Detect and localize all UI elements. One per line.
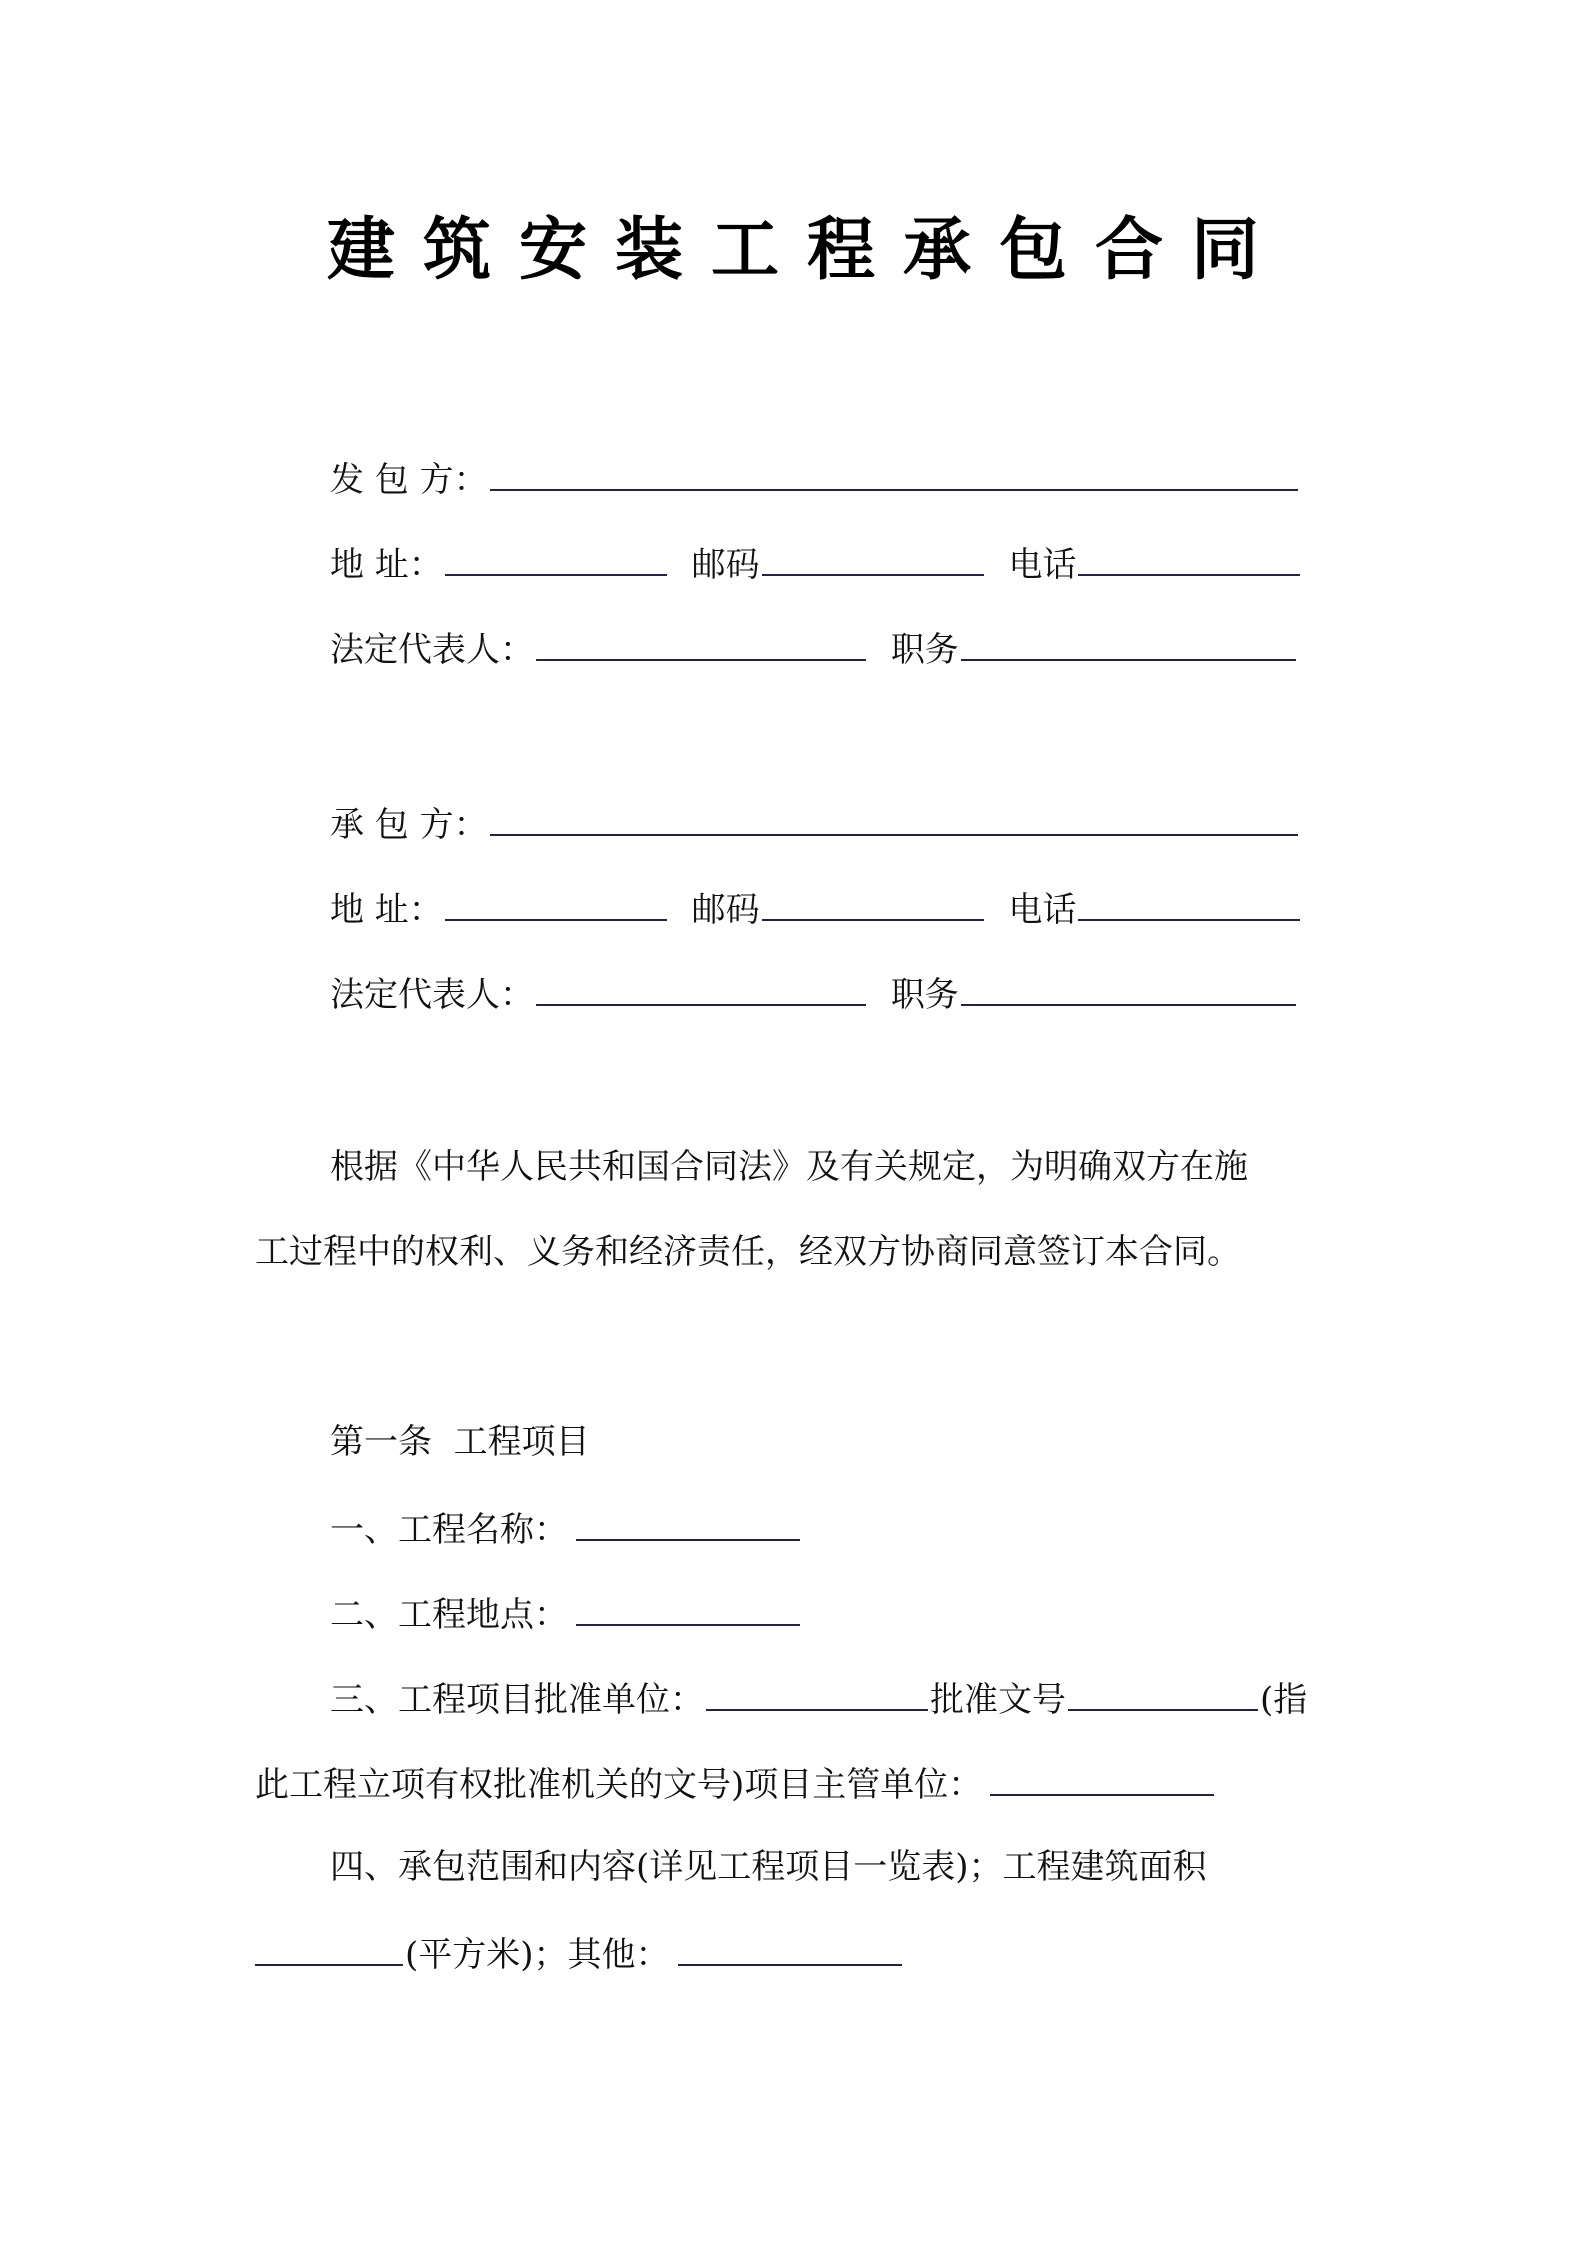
project-name-field[interactable] bbox=[576, 1505, 800, 1541]
contractor-legal-rep-field[interactable] bbox=[536, 970, 866, 1006]
other-field[interactable] bbox=[678, 1930, 902, 1966]
supervising-unit-label: 此工程立项有权批准机关的文号)项目主管单位： bbox=[255, 1765, 983, 1805]
approval-note-row bbox=[255, 1760, 1216, 1807]
employer-postcode-label: 邮码 bbox=[691, 545, 760, 585]
contractor-postcode-field[interactable] bbox=[762, 885, 984, 921]
article-1-heading: 第一条 工程项目 bbox=[330, 1422, 590, 1462]
contractor-position-label: 职务 bbox=[890, 975, 959, 1015]
employer-legal-rep-row bbox=[330, 625, 1298, 672]
employer-phone-field[interactable] bbox=[1078, 540, 1300, 576]
employer-address-field[interactable] bbox=[445, 540, 667, 576]
contractor-postcode-label: 邮码 bbox=[691, 890, 760, 930]
employer-party-row bbox=[330, 455, 1300, 502]
area-unit-label: (平方米)；其他： bbox=[405, 1935, 670, 1975]
scope-row: 四、承包范围和内容(详见工程项目一览表)；工程建筑面积 bbox=[330, 1847, 1207, 1887]
contractor-position-field[interactable] bbox=[961, 970, 1296, 1006]
project-name-label: 一、工程名称： bbox=[330, 1510, 568, 1550]
contractor-legal-rep-row bbox=[330, 970, 1298, 1017]
project-location-field[interactable] bbox=[576, 1590, 800, 1626]
preamble-line-1: 根据《中华人民共和国合同法》及有关规定，为明确双方在施 bbox=[330, 1147, 1248, 1187]
employer-position-label: 职务 bbox=[890, 630, 959, 670]
employer-party-field[interactable] bbox=[490, 455, 1298, 491]
employer-address-label: 地 址： bbox=[330, 545, 443, 585]
employer-contact-row bbox=[330, 540, 1302, 587]
contractor-party-row bbox=[330, 800, 1300, 847]
employer-postcode-field[interactable] bbox=[762, 540, 984, 576]
approval-number-label: 批准文号 bbox=[930, 1680, 1066, 1720]
employer-phone-label: 电话 bbox=[1008, 545, 1077, 585]
contractor-phone-field[interactable] bbox=[1078, 885, 1300, 921]
contractor-address-field[interactable] bbox=[445, 885, 667, 921]
employer-legal-rep-label: 法定代表人： bbox=[330, 630, 534, 670]
contractor-phone-label: 电话 bbox=[1008, 890, 1077, 930]
contractor-contact-row bbox=[330, 885, 1302, 932]
approval-unit-row bbox=[330, 1675, 1307, 1722]
building-area-field[interactable] bbox=[255, 1930, 403, 1966]
preamble-line-2: 工过程中的权利、义务和经济责任，经双方协商同意签订本合同。 bbox=[255, 1232, 1241, 1272]
contractor-party-label: 承 包 方： bbox=[330, 805, 488, 845]
project-name-row bbox=[330, 1505, 802, 1552]
project-location-label: 二、工程地点： bbox=[330, 1595, 568, 1635]
area-row bbox=[255, 1930, 904, 1977]
document-title: 建筑安装工程承包合同 bbox=[326, 210, 1287, 290]
contractor-party-field[interactable] bbox=[490, 800, 1298, 836]
employer-legal-rep-field[interactable] bbox=[536, 625, 866, 661]
approval-note-open: (指 bbox=[1260, 1680, 1308, 1720]
contractor-address-label: 地 址： bbox=[330, 890, 443, 930]
approval-number-field[interactable] bbox=[1068, 1675, 1258, 1711]
supervising-unit-field[interactable] bbox=[990, 1760, 1214, 1796]
project-location-row bbox=[330, 1590, 802, 1637]
contractor-legal-rep-label: 法定代表人： bbox=[330, 975, 534, 1015]
approval-unit-field[interactable] bbox=[706, 1675, 928, 1711]
employer-party-label: 发 包 方： bbox=[330, 460, 488, 500]
employer-position-field[interactable] bbox=[961, 625, 1296, 661]
approval-unit-label: 三、工程项目批准单位： bbox=[330, 1680, 704, 1720]
